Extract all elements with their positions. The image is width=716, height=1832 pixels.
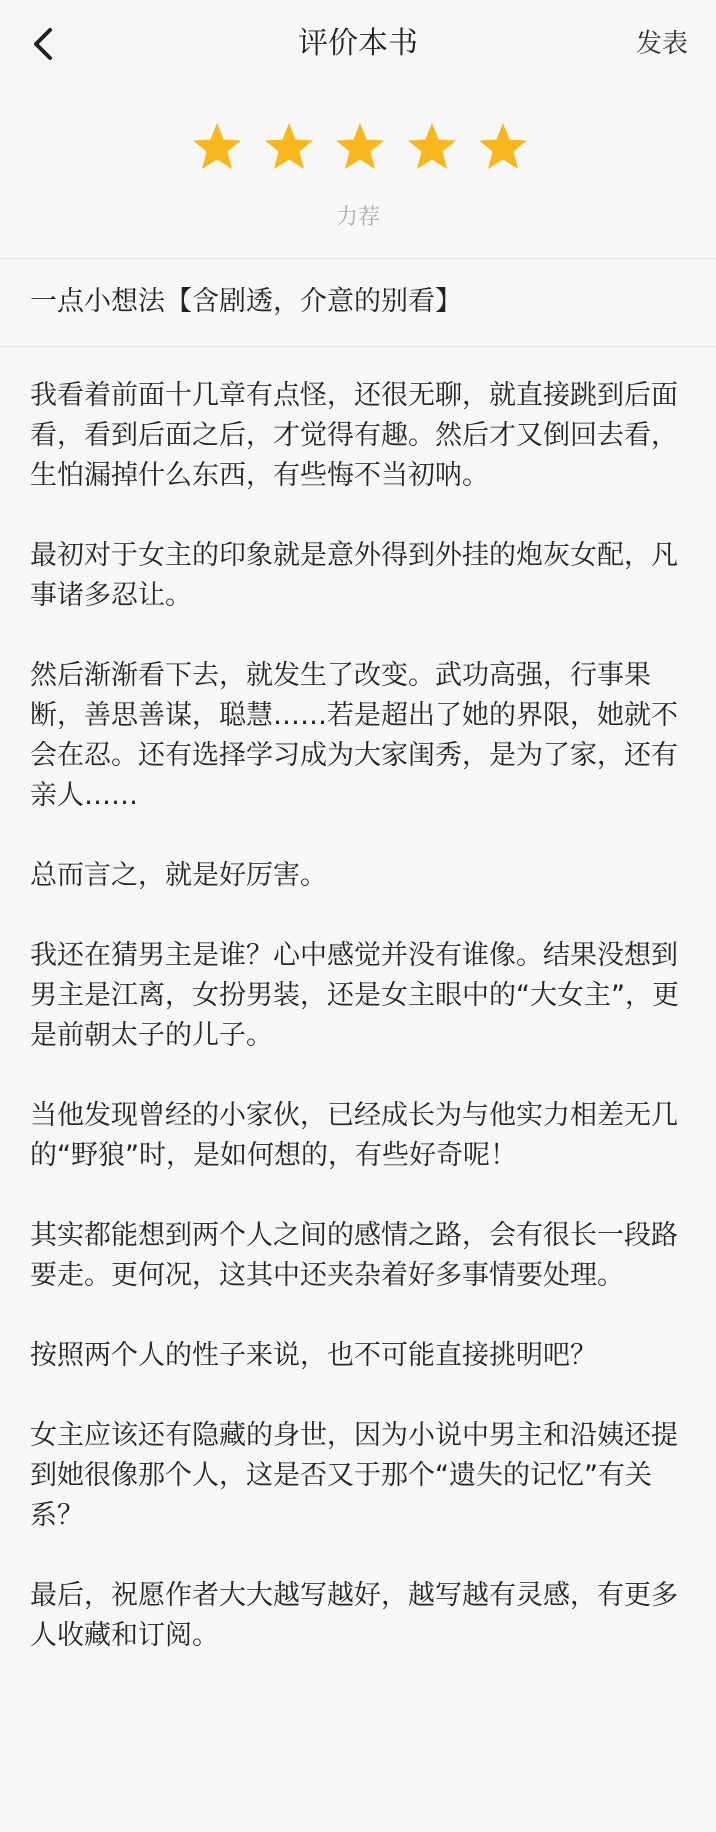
top-nav-bar xyxy=(0,0,716,88)
review-paragraph: 最后，祝愿作者大大越写越好，越写越有灵感，有更多人收藏和订阅。 xyxy=(30,1580,678,1651)
star-icon-3[interactable] xyxy=(333,120,387,174)
review-content-textarea[interactable] xyxy=(30,376,686,1696)
star-icon-4[interactable] xyxy=(405,120,459,174)
review-paragraph: 我看着前面十几章有点怪，还很无聊，就直接跳到后面看，看到后面之后，才觉得有趣。然后才又倒回去看，生怕漏掉什么东西，有些悔不当初呐。 xyxy=(30,380,678,491)
chevron-left-icon xyxy=(28,24,64,64)
page-title: 评价本书 xyxy=(298,26,418,61)
review-paragraph: 其实都能想到两个人之间的感情之路，会有很长一段路要走。更何况，这其中还夹杂着好多事情要处理。 xyxy=(30,1220,678,1291)
divider xyxy=(0,346,716,347)
review-title-input[interactable]: 一点小想法【含剧透，介意的别看】 xyxy=(30,286,462,317)
star-icon-2[interactable] xyxy=(262,120,316,174)
review-paragraph: 按照两个人的性子来说，也不可能直接挑明吧？ xyxy=(30,1340,597,1371)
review-paragraph: 总而言之，就是好厉害。 xyxy=(30,860,327,891)
divider xyxy=(0,258,716,259)
rating-label: 力荐 xyxy=(335,205,380,230)
review-paragraph: 然后渐渐看下去，就发生了改变。武功高强，行事果断，善思善谋，聪慧……若是超出了她的界限，她就不会在忍。还有选择学习成为大家闺秀，是为了家，还有亲人…… xyxy=(30,660,678,811)
review-paragraph: 我还在猜男主是谁？心中感觉并没有谁像。结果没想到男主是江离，女扮男装，还是女主眼中的“大女主”，更是前朝太子的儿子。 xyxy=(30,940,679,1051)
star-icon-5[interactable] xyxy=(476,120,530,174)
review-paragraph: 当他发现曾经的小家伙，已经成长为与他实力相差无几的“野狼”时，是如何想的，有些好奇呢！ xyxy=(30,1100,678,1171)
review-paragraph: 女主应该还有隐藏的身世，因为小说中男主和沿姨还提到她很像那个人，这是否又于那个“遗失的记忆”有关系？ xyxy=(30,1420,678,1531)
star-rating[interactable] xyxy=(190,120,530,180)
back-button[interactable] xyxy=(28,24,64,64)
star-icon-1[interactable] xyxy=(190,120,244,174)
review-paragraph: 最初对于女主的印象就是意外得到外挂的炮灰女配，凡事诸多忍让。 xyxy=(30,540,678,611)
publish-button[interactable]: 发表 xyxy=(635,29,688,59)
